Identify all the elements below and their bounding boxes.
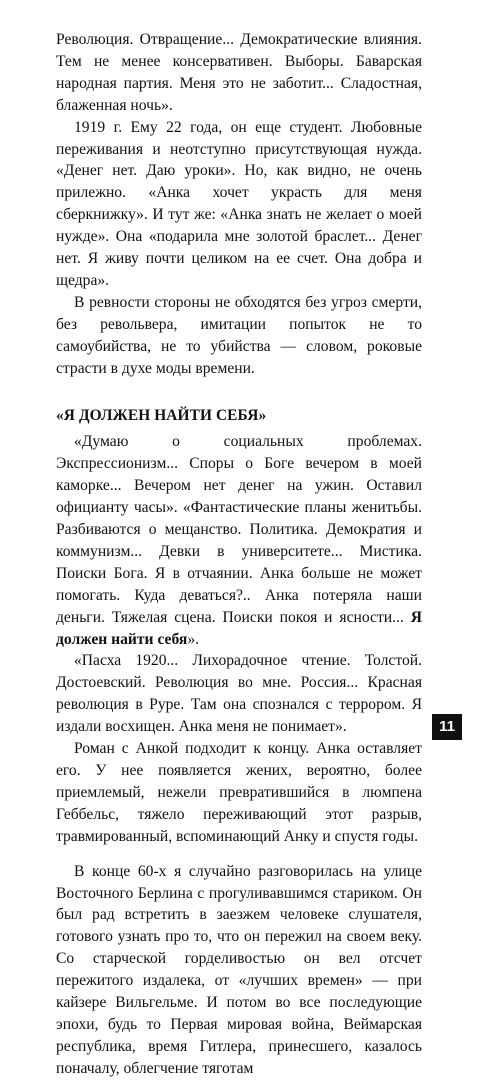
quote-bold-phrase: Я должен найти себя bbox=[56, 608, 422, 648]
quote-text: «Думаю о социальных проблемах. Экспрессионизм... Споры о Боге вечером в моей каморке... Вечером нет денег на ужин. Оставил официанту часы». «Фантастические планы женитьбы. Разбиваются о мещанство. Политика. Демократия и коммунизм... Девки в университете... Мистика. Поиски Бога. Я в отчаянии. Анка больше не может помогать. Куда деваться?.. Анка потеряла наши деньги. Тяжелая сцена. Поиски покоя и ясности... bbox=[56, 433, 422, 626]
paragraph-3: В ревности стороны не обходятся без угроз смерти, без револьвера, имитации попыток не то самоубийства, не то убийства — словом, роковые страсти в духе моды времени. bbox=[56, 293, 422, 377]
paragraph-4: Роман с Анкой подходит к концу. Анка оставляет его. У нее появляется жених, вероятно, более приемлемый, нежели превратившийся в люмпена Геббельс, тяжело переживающий этот разрыв, травмированный, вспоминающий Анку и спустя годы. bbox=[56, 740, 422, 845]
quote-end: ». bbox=[187, 630, 200, 648]
paragraph-5: В конце 60-х я случайно разговорилась на улице Восточного Берлина с прогуливавшимся стариком. Он был рад встретить в заезжем человеке слушателя, готового узнать про то, что он пережил на своем веку. Со старческой горделивостью он вел отсчет пережитого издалека, от «лучших времен» — при кайзере Вильгельме. И потом во все последующие эпохи, будь то Первая мировая война, Веймарская республика, время Гитлера, принесшего, казалось поначалу, облегчение тяготам bbox=[56, 862, 422, 1077]
section-heading: «Я ДОЛЖЕН НАЙТИ СЕБЯ» bbox=[56, 406, 267, 424]
page-number: 11 bbox=[432, 714, 462, 740]
paragraph-1: Революция. Отвращение... Демократические влияния. Тем не менее консервативен. Выборы. Баварская народная партия. Меня это не заботит... Сладостная, блаженная ночь». bbox=[56, 31, 422, 114]
quote-paragraph-2: «Пасха 1920... Лихорадочное чтение. Толстой. Достоевский. Революция во мне. Россия... Красная революция в Руре. Там она спознался с террором. Я издали восхищен. Анка меня не понимает». bbox=[56, 652, 422, 736]
quote-paragraph-1 bbox=[56, 431, 422, 650]
paragraph-2: 1919 г. Ему 22 года, он еще студент. Любовные переживания и неотступно присутствующая нужда. «Денег нет. Даю уроки». Но, как видно, не очень прилежно. «Анка хочет украсть для меня сберкнижку». И тут же: «Анка знать не желает о моей нужде». Она «подарила мне золотой браслет... Денег нет. Я живу почти целиком на ее счет. Она добра и щедра». bbox=[56, 118, 422, 289]
page-text bbox=[56, 29, 422, 1080]
